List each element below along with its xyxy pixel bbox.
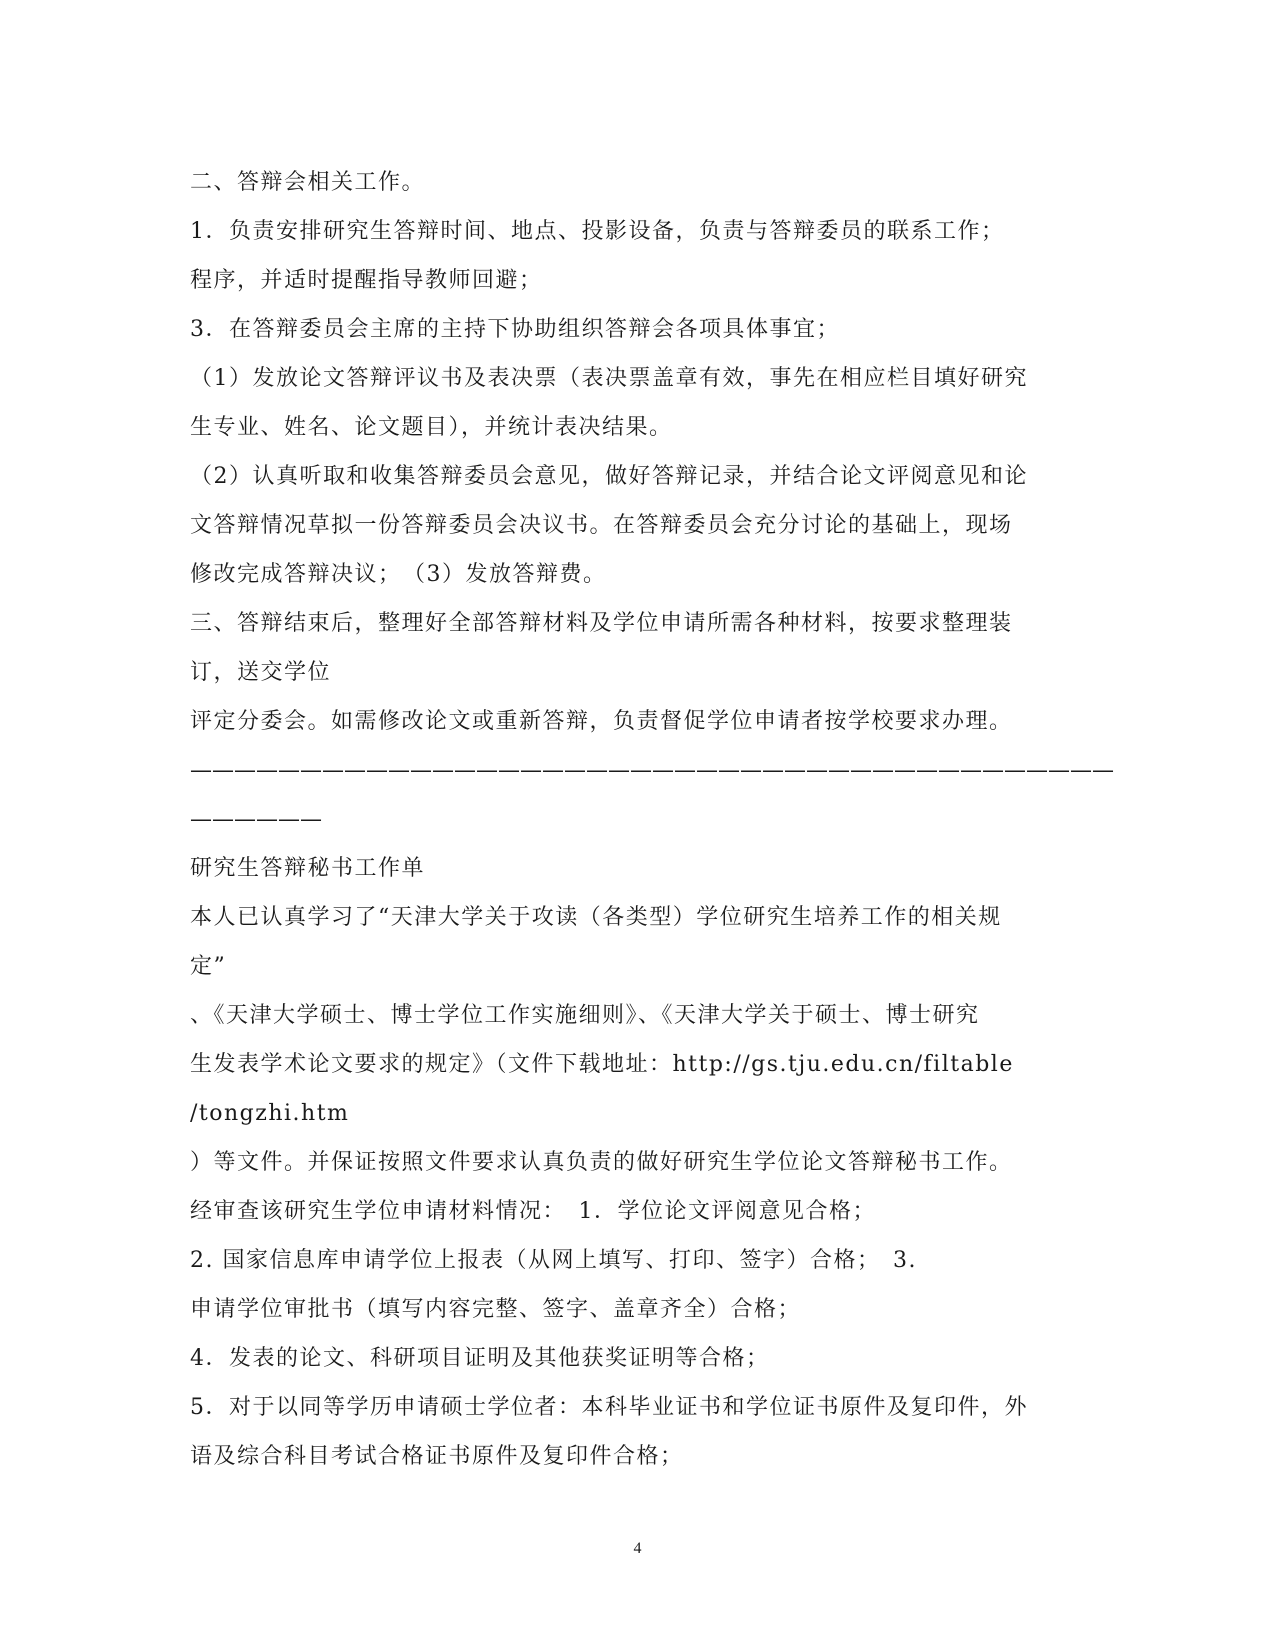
text-line: 1．负责安排研究生答辩时间、地点、投影设备，负责与答辩委员的联系工作； — [190, 219, 1005, 244]
text-line: 订，送交学位 — [190, 660, 332, 685]
text-line: ）等文件。并保证按照文件要求认真负责的做好研究生学位论文答辩秘书工作。 — [190, 1150, 1013, 1175]
text-line: 5．对于以同等学历申请硕士学位者：本科毕业证书和学位证书原件及复印件，外 — [190, 1395, 1028, 1420]
text-line: 语及综合科目考试合格证书原件及复印件合格； — [190, 1444, 684, 1469]
text-line: 修改完成答辩决议； （3）发放答辩费。 — [190, 562, 607, 587]
separator-line: —————————————————————————————————————————— — [190, 758, 1114, 783]
text-line: /tongzhi.htm — [190, 1101, 350, 1126]
separator-line: —————— — [190, 807, 322, 832]
text-line: 定” — [190, 954, 227, 979]
text-line: （2）认真听取和收集答辩委员会意见，做好答辩记录，并结合论文评阅意见和论 — [190, 464, 1028, 489]
text-line: 、《天津大学硕士、博士学位工作实施细则》、《天津大学关于硕士、博士研究 — [190, 1003, 980, 1028]
text-line: 评定分委会。如需修改论文或重新答辩，负责督促学位申请者按学校要求办理。 — [190, 709, 1013, 734]
document-body — [190, 158, 1114, 1481]
text-line: 4．发表的论文、科研项目证明及其他获奖证明等合格； — [190, 1346, 770, 1371]
text-line: 3．在答辩委员会主席的主持下协助组织答辩会各项具体事宜； — [190, 317, 840, 342]
worksheet-title: 研究生答辩秘书工作单 — [190, 856, 426, 881]
text-line: 生发表学术论文要求的规定》（文件下载地址：http://gs.tju.edu.cn/filtable — [190, 1052, 1014, 1077]
text-line: 本人已认真学习了“天津大学关于攻读（各类型）学位研究生培养工作的相关规 — [190, 905, 1002, 930]
text-line: 程序，并适时提醒指导教师回避； — [190, 268, 543, 293]
text-line: 2. 国家信息库申请学位上报表（从网上填写、打印、签字）合格； 3. — [190, 1248, 917, 1273]
text-line: （1）发放论文答辩评议书及表决票（表决票盖章有效，事先在相应栏目填好研究 — [190, 366, 1028, 391]
text-line: 文答辩情况草拟一份答辩委员会决议书。在答辩委员会充分讨论的基础上，现场 — [190, 513, 1013, 538]
page-number: 4 — [633, 1540, 642, 1557]
text-line: 经审查该研究生学位申请材料情况： 1．学位论文评阅意见合格； — [190, 1199, 876, 1224]
text-line: 生专业、姓名、论文题目），并统计表决结果。 — [190, 415, 673, 440]
text-line: 申请学位审批书（填写内容完整、签字、盖章齐全）合格； — [190, 1297, 802, 1322]
section-heading-defense-meeting: 二、答辩会相关工作。 — [190, 170, 426, 195]
section-heading-after-defense: 三、答辩结束后，整理好全部答辩材料及学位申请所需各种材料，按要求整理装 — [190, 611, 1013, 636]
